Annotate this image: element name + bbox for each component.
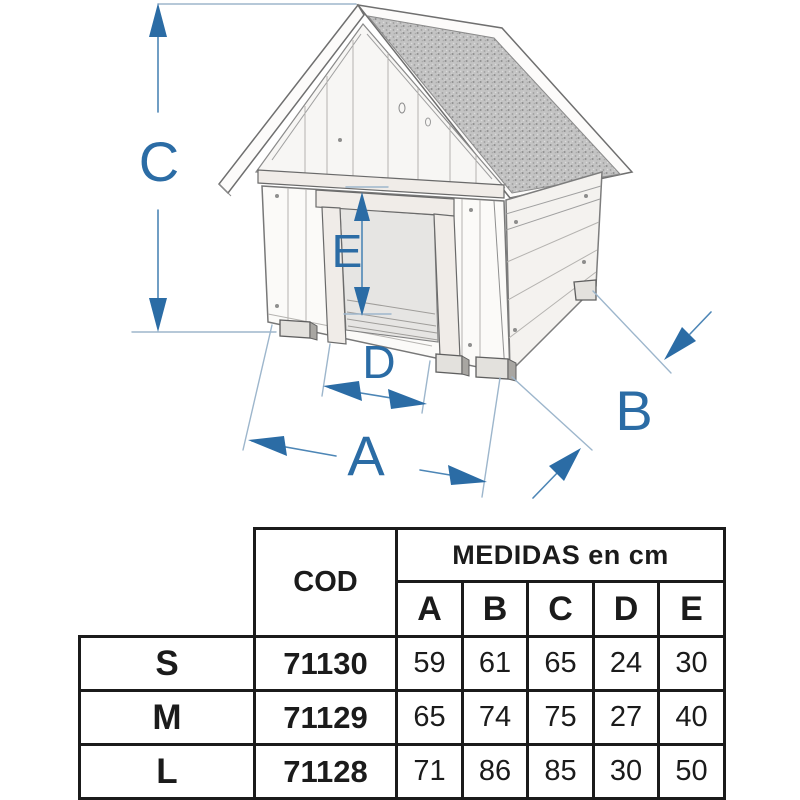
dim-label-e: E [331,225,363,277]
dim-b-tail-upper [690,312,711,334]
value-cell: 86 [463,745,528,799]
side-wall-face [506,172,602,372]
measures-header-cell: MEDIDAS en cm [397,529,725,582]
table-row-s [80,637,725,691]
dim-label-b: B [615,379,653,442]
arrowhead-up [149,3,167,37]
column-header-c: C [528,582,594,637]
value-cell: 30 [659,637,725,691]
dim-label-c: C [138,130,180,193]
value-cell: 59 [397,637,463,691]
foot-front-left [280,320,310,338]
value-cell: 50 [659,745,725,799]
size-cell: S [80,637,255,691]
cod-cell: 71130 [255,637,397,691]
value-cell: 30 [594,745,659,799]
foot-front-right [476,357,508,379]
arrowhead-down [149,298,167,332]
size-cell: M [80,691,255,745]
foot-door-right [436,354,462,374]
column-header-d: D [594,582,659,637]
dim-label-d: D [362,336,396,388]
arrowhead-right [448,465,487,485]
value-cell: 74 [463,691,528,745]
table-header-row-1 [80,529,725,582]
side-wall [506,172,602,372]
cod-cell: 71129 [255,691,397,745]
value-cell: 40 [659,691,725,745]
cod-cell: 71128 [255,745,397,799]
dim-a-line-right [420,470,450,475]
foot-door-right-side [462,356,469,376]
value-cell: 71 [397,745,463,799]
arrowhead-left [323,381,362,401]
value-cell: 61 [463,637,528,691]
dim-b-ext-lower [512,377,592,450]
value-cell: 75 [528,691,594,745]
dim-d-tick-right [422,361,430,413]
table-row-m [80,691,725,745]
column-header-b: B [463,582,528,637]
value-cell: 27 [594,691,659,745]
value-cell: 24 [594,637,659,691]
arrowhead-right [388,389,427,409]
table-row-l [80,745,725,799]
value-cell: 65 [397,691,463,745]
size-cell: L [80,745,255,799]
dim-b-tail-lower [533,470,560,498]
cod-header-cell: COD [255,529,397,637]
dim-b-ext-upper [593,291,671,373]
arrowhead-left [248,436,287,456]
table-corner-blank [80,529,255,637]
column-header-e: E [659,582,725,637]
dim-a-ext-right [482,378,500,497]
value-cell: 65 [528,637,594,691]
column-header-a: A [397,582,463,637]
size-table [78,527,726,800]
dim-a-ext-left [243,325,272,450]
foot-rear-right [574,280,596,300]
value-cell: 85 [528,745,594,799]
dim-label-a: A [347,424,385,487]
doghouse-sketch [219,5,632,381]
